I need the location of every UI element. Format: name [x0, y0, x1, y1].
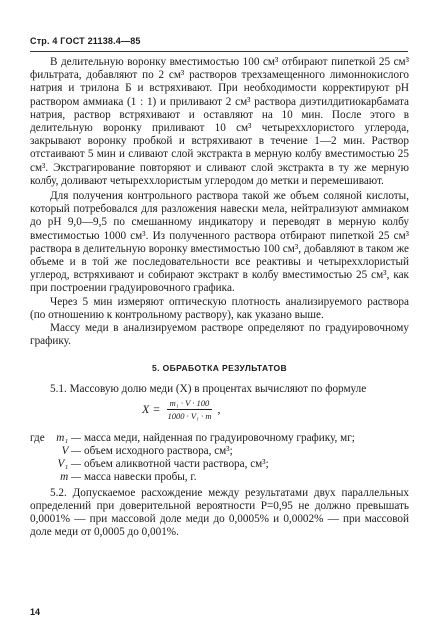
where-item: [30, 445, 409, 458]
where-lead: где: [30, 431, 45, 444]
document-body: [30, 56, 409, 540]
where-list: [30, 432, 409, 485]
where-item: [30, 471, 409, 484]
where-description: масса меди, найденная по градуировочному графику, мг;: [84, 431, 355, 444]
paragraph-5-2: 5.2. Допускаемое расхождение между результатами двух параллельных определений при доверительной вероятности P=0,95 не должно превышать 0,0001% — при массовой доле меди до 0,0005% и 0,0002% — при массовой доле меди от 0,0005 до 0,001%.: [30, 486, 409, 539]
where-description: объем исходного раствора, см³;: [84, 445, 233, 458]
section-title: 5. ОБРАБОТКА РЕЗУЛЬТАТОВ: [151, 363, 288, 374]
header-rule: [30, 51, 408, 52]
paragraph-5-1: 5.1. Массовую долю меди (X) в процентах вычисляют по формуле: [50, 382, 367, 395]
page-header: Стр. 4 ГОСТ 21138.4—85: [30, 36, 141, 46]
paragraph-control-solution: Для получения контрольного раствора такой же объем соляной кислоты, который потребовался для разложения навески мела, нейтрализуют аммиаком до pH 9,0—9,5 по смешанному индикатору и переводят в мерную колбу вместимостью 1000 см³. Из полученного раствора отбирают пипеткой 25 см³ раствора в делительную воронку вместимостью 100 см³, добавляют в таком же объеме и в той же последовательности все реактивы и четыреххлористый углерод, встряхивают и собирают экстракт в колбу вместимостью 25 см³, как при построении градуировочного графика.: [30, 190, 409, 295]
where-description: масса навески пробы, г.: [84, 471, 197, 484]
where-symbol: m₁ —: [56, 431, 81, 444]
where-symbol: V —: [61, 445, 81, 458]
paragraph-copper-mass: Массу меди в анализируемом растворе определяют по градуировочному графику.: [30, 322, 409, 348]
where-description: объем аликвотной части раствора, см³;: [84, 458, 269, 471]
where-symbol: V₁ —: [57, 458, 81, 471]
formula-numerator: m₁ · V · 100: [167, 398, 213, 410]
formula-fraction: [164, 398, 214, 421]
paragraph-extraction: В делительную воронку вместимостью 100 см³ отбирают пипеткой 25 см³ фильтрата, добавляют по 2 см³ растворов трехзамещенного лимоннокислого натрия и трилона Б и встряхивают. При необходимости корректируют pH раствором аммиака (1 : 1) и приливают 2 см³ раствора диэтилдитиокарбамата натрия, раствор встряхивают и оставляют на 10 мин. После этого в делительную воронку приливают 10 см³ четыреххлористого углерода, закрывают воронку пробкой и встряхивают в течение 1—2 мин. Раствор отстаивают 5 мин и сливают слой экстракта в мерную колбу вместимостью 25 см³. Экстрагирование повторяют и сливают слой экстракта в ту же мерную колбу, доливают четыреххлористым углеродом до метки и перемешивают.: [30, 56, 409, 187]
page-number: 14: [30, 607, 41, 617]
paragraph-optical-density: Через 5 мин измеряют оптическую плотность анализируемого раствора (по отношению к контрольному раствору), как указано выше.: [30, 295, 409, 321]
formula-denominator: 1000 · V₁ · m: [167, 410, 212, 421]
formula-comma: ,: [217, 401, 221, 416]
mass-fraction-formula: [142, 398, 220, 421]
formula-lhs: X =: [142, 401, 161, 416]
where-item: [30, 458, 409, 471]
formula-block: [30, 398, 409, 430]
where-item: [30, 432, 409, 445]
where-symbol: m —: [60, 471, 81, 484]
